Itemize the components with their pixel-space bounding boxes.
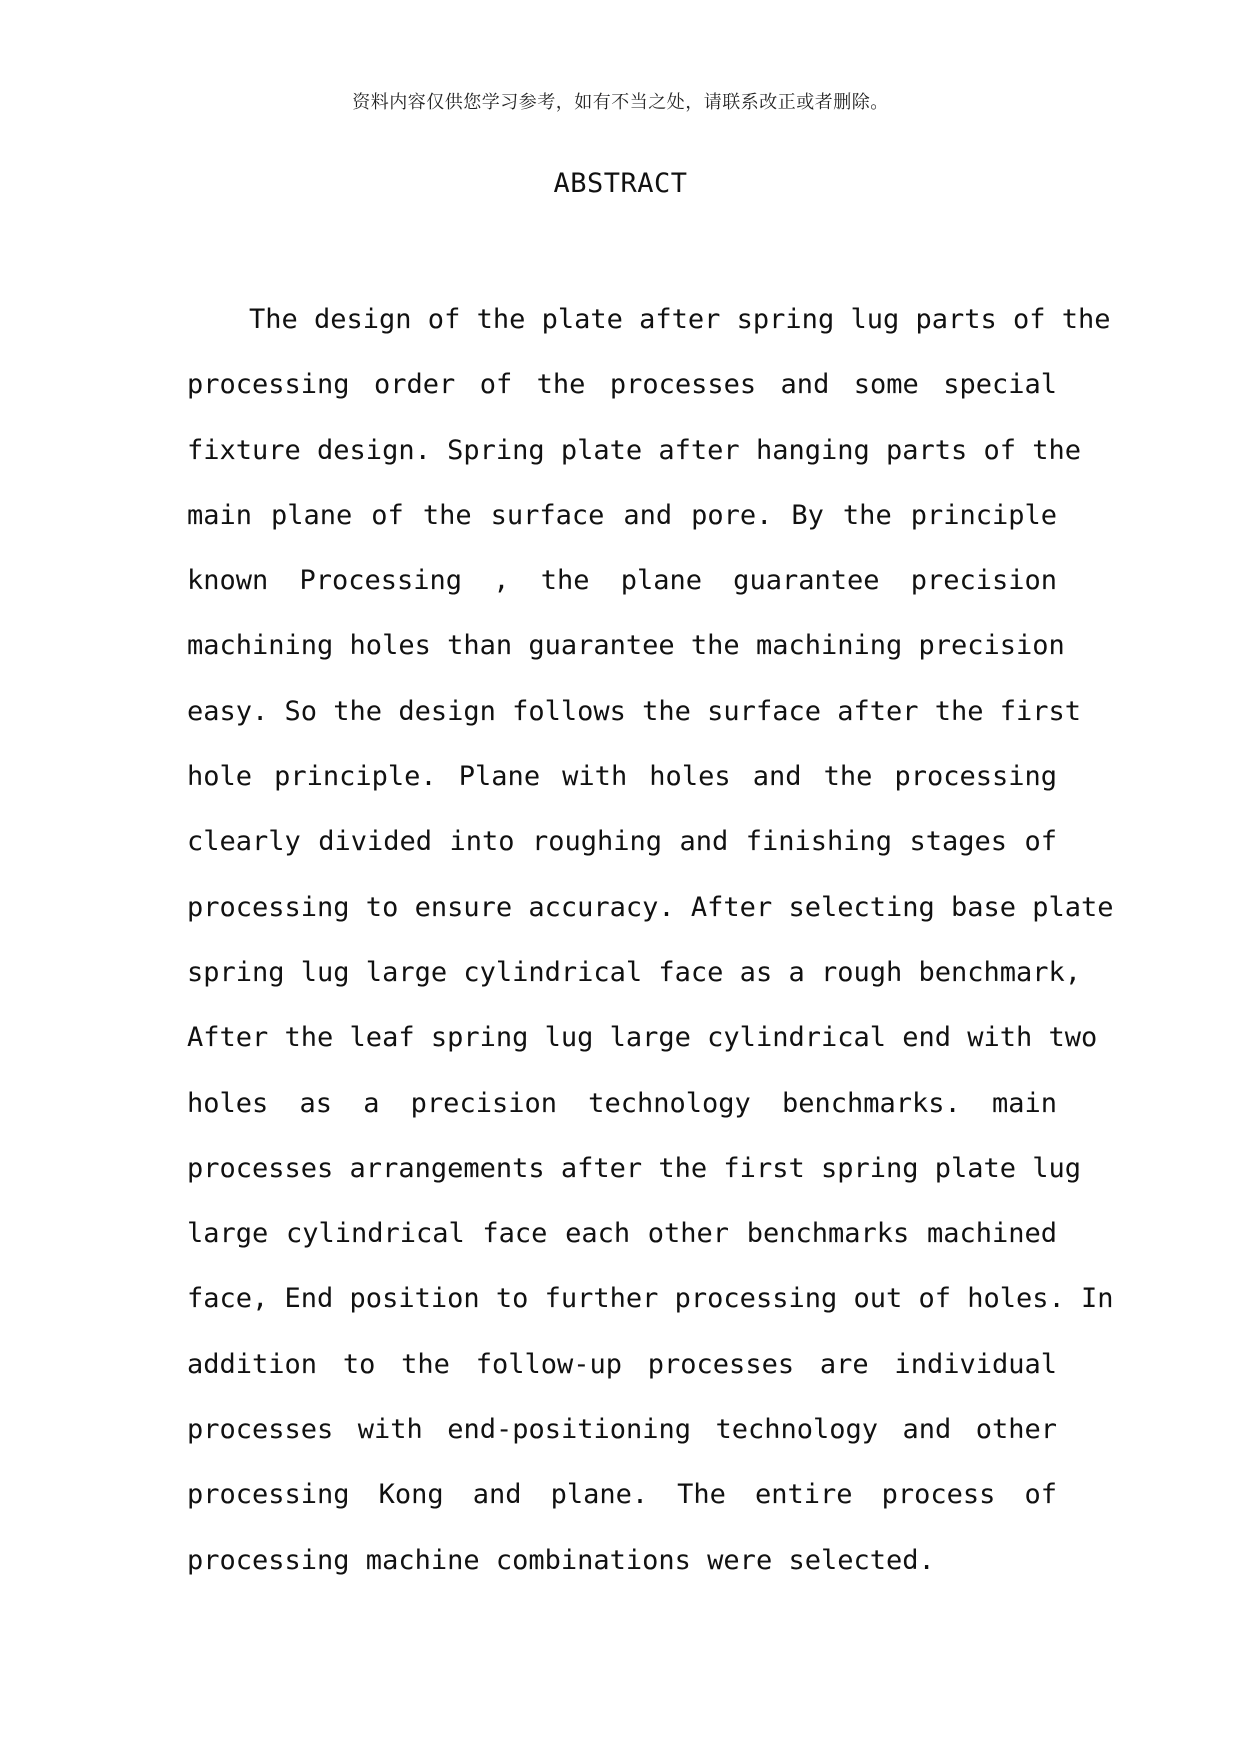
abstract-line: fixture design. Spring plate after hanging parts of the [187, 434, 1082, 466]
abstract-line: processing to ensure accuracy. After selecting base plate [187, 891, 1114, 923]
abstract-line: processing order of the processes and some special [187, 369, 1057, 401]
abstract-line: processes with end-positioning technology and other [187, 1414, 1057, 1446]
abstract-line: face, End position to further processing out of holes. In [187, 1283, 1114, 1315]
header-disclaimer: 资料内容仅供您学习参考，如有不当之处，请联系改正或者删除。 [352, 92, 889, 113]
abstract-line: processing Kong and plane. The entire process of [187, 1479, 1057, 1511]
abstract-line: known Processing , the plane guarantee precision [187, 565, 1057, 597]
abstract-line: holes as a precision technology benchmarks. main [187, 1087, 1057, 1119]
abstract-line: processes arrangements after the first spring plate lug [187, 1152, 1082, 1184]
abstract-line: spring lug large cylindrical face as a rough benchmark, [187, 956, 1082, 988]
abstract-line: addition to the follow-up processes are individual [187, 1348, 1057, 1380]
abstract-paragraph [187, 287, 1114, 1593]
abstract-line: large cylindrical face each other benchmarks machined [187, 1218, 1057, 1250]
abstract-title: ABSTRACT [553, 168, 688, 199]
abstract-line: processing machine combinations were selected. [187, 1544, 935, 1576]
abstract-line: The design of the plate after spring lug parts of the [249, 304, 1111, 335]
abstract-line: easy. So the design follows the surface after the first [187, 695, 1082, 727]
abstract-line: hole principle. Plane with holes and the processing [187, 761, 1057, 793]
abstract-line: After the leaf spring lug large cylindrical end with two [187, 1022, 1098, 1054]
abstract-line: main plane of the surface and pore. By the principle [187, 499, 1057, 531]
abstract-line: clearly divided into roughing and finishing stages of [187, 826, 1057, 858]
abstract-line: machining holes than guarantee the machining precision [187, 630, 1065, 662]
